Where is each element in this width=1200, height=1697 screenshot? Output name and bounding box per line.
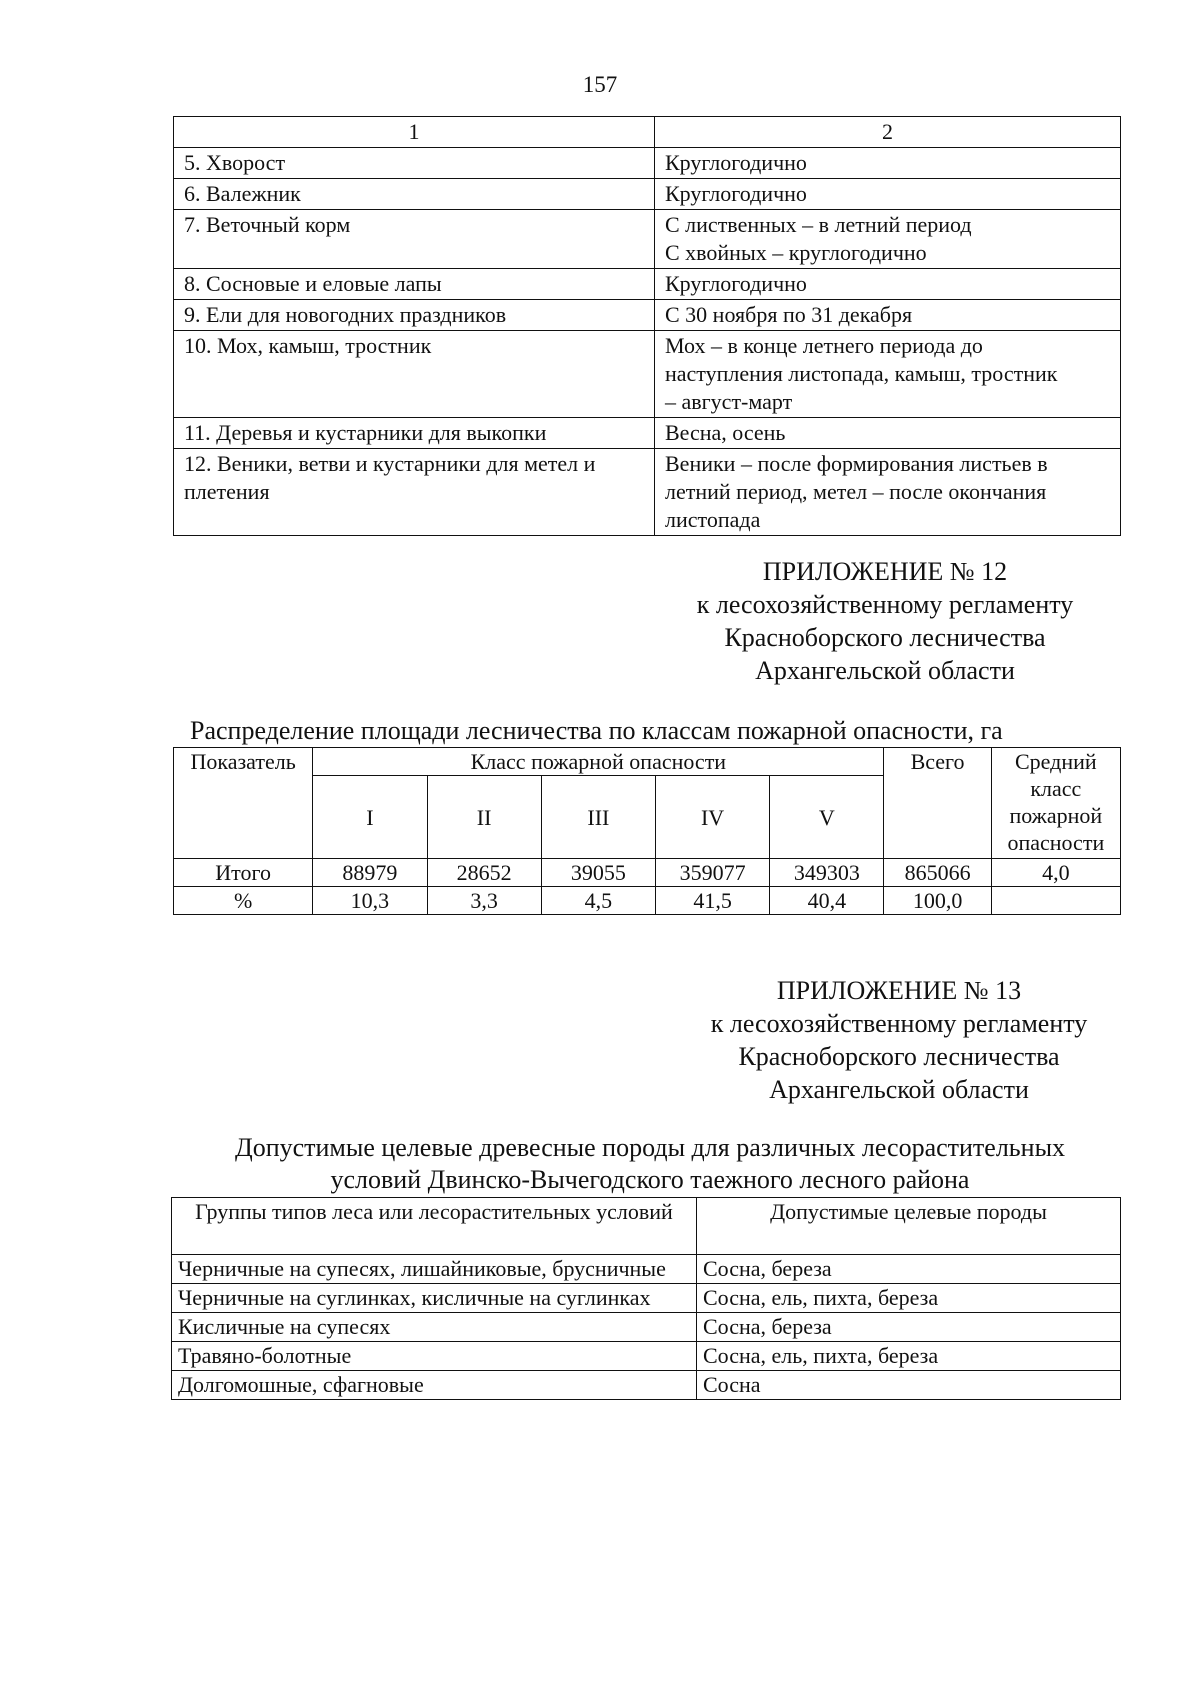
cell-avg: [991, 887, 1120, 915]
appendix-line: Красноборского лесничества: [724, 623, 1046, 652]
column-group-header: Класс пожарной опасности: [313, 748, 884, 776]
harvest-period: Круглогодично: [655, 148, 1121, 179]
table-row: [174, 887, 1121, 915]
resource-name: 8. Сосновые и еловые лапы: [174, 269, 655, 300]
harvest-period: С 30 ноября по 31 декабря: [655, 300, 1121, 331]
column-header: Допустимые целевые породы: [697, 1198, 1121, 1255]
appendix-line: Красноборского лесничества: [738, 1042, 1060, 1071]
resource-name: 12. Веники, ветви и кустарники для метел и плетения: [174, 449, 655, 536]
fire-class-table: [173, 747, 1121, 915]
cell-total: 100,0: [884, 887, 991, 915]
column-header: 2: [655, 117, 1121, 148]
cell-value: 41,5: [655, 887, 769, 915]
table-row: [174, 179, 1121, 210]
cell-value: 4,5: [541, 887, 655, 915]
harvest-period: Веники – после формирования листьев в летний период, метел – после окончания листопада: [655, 449, 1121, 536]
cell-value: 28652: [427, 859, 541, 887]
table-header-row: [174, 117, 1121, 148]
table-row: [172, 1371, 1121, 1400]
resource-name: 6. Валежник: [174, 179, 655, 210]
page-number: 157: [582, 72, 618, 97]
column-header: Всего: [884, 748, 991, 859]
cell-value: 10,3: [313, 887, 427, 915]
table-row: [174, 210, 1121, 269]
cell-value: 359077: [655, 859, 769, 887]
fire-class-table-title: Распределение площади лесничества по классам пожарной опасности, га: [190, 716, 1003, 745]
table-row: [172, 1342, 1121, 1371]
table-row: [174, 418, 1121, 449]
column-header: Средний класс пожарной опасности: [991, 748, 1120, 859]
species-table-title: Допустимые целевые древесные породы для различных лесорастительных условий Двинско-Вычегодского таежного лесного района: [234, 1133, 1066, 1194]
target-species: Сосна, ель, пихта, береза: [697, 1342, 1121, 1371]
column-header: Показатель: [174, 748, 313, 859]
table-row: [174, 859, 1121, 887]
class-header: IV: [655, 776, 769, 859]
harvest-period: С лиственных – в летний период С хвойных – круглогодично: [655, 210, 1121, 269]
class-header: II: [427, 776, 541, 859]
forest-group: Травяно-болотные: [172, 1342, 697, 1371]
row-label: %: [174, 887, 313, 915]
table-row: [172, 1313, 1121, 1342]
column-header: 1: [174, 117, 655, 148]
table-header-row: [172, 1198, 1121, 1255]
appendix-line: Архангельской области: [755, 656, 1015, 685]
harvest-period-table: [173, 116, 1121, 536]
cell-value: 88979: [313, 859, 427, 887]
table-row: [174, 300, 1121, 331]
forest-group: Черничные на супесях, лишайниковые, брусничные: [172, 1255, 697, 1284]
appendix-12-header: [640, 555, 1130, 687]
forest-group: Долгомошные, сфагновые: [172, 1371, 697, 1400]
row-label: Итого: [174, 859, 313, 887]
resource-name: 5. Хворост: [174, 148, 655, 179]
table-row: [172, 1255, 1121, 1284]
harvest-period: Круглогодично: [655, 269, 1121, 300]
table-row: [174, 148, 1121, 179]
table-row: [174, 269, 1121, 300]
appendix-title: ПРИЛОЖЕНИЕ № 13: [776, 976, 1022, 1005]
table-row: [174, 449, 1121, 536]
target-species: Сосна: [697, 1371, 1121, 1400]
appendix-line: к лесохозяйственному регламенту: [696, 590, 1074, 619]
cell-avg: 4,0: [991, 859, 1120, 887]
cell-value: 3,3: [427, 887, 541, 915]
resource-name: 7. Веточный корм: [174, 210, 655, 269]
resource-name: 9. Ели для новогодних праздников: [174, 300, 655, 331]
harvest-period: Круглогодично: [655, 179, 1121, 210]
target-species: Сосна, береза: [697, 1255, 1121, 1284]
appendix-title: ПРИЛОЖЕНИЕ № 12: [762, 557, 1008, 586]
cell-value: 349303: [770, 859, 884, 887]
resource-name: 10. Мох, камыш, тростник: [174, 331, 655, 418]
harvest-period: Весна, осень: [655, 418, 1121, 449]
appendix-line: к лесохозяйственному регламенту: [710, 1009, 1088, 1038]
cell-value: 40,4: [770, 887, 884, 915]
class-header: V: [770, 776, 884, 859]
cell-total: 865066: [884, 859, 991, 887]
table-row: [172, 1284, 1121, 1313]
target-species: Сосна, ель, пихта, береза: [697, 1284, 1121, 1313]
harvest-period: Мох – в конце летнего периода до наступления листопада, камыш, тростник – август-март: [655, 331, 1121, 418]
class-header: III: [541, 776, 655, 859]
appendix-13-header: [654, 974, 1144, 1106]
species-table: [171, 1197, 1121, 1400]
resource-name: 11. Деревья и кустарники для выкопки: [174, 418, 655, 449]
table-row: [174, 331, 1121, 418]
target-species: Сосна, береза: [697, 1313, 1121, 1342]
cell-value: 39055: [541, 859, 655, 887]
forest-group: Черничные на суглинках, кисличные на суглинках: [172, 1284, 697, 1313]
class-header: I: [313, 776, 427, 859]
column-header: Группы типов леса или лесорастительных условий: [172, 1198, 697, 1255]
forest-group: Кисличные на супесях: [172, 1313, 697, 1342]
appendix-line: Архангельской области: [769, 1075, 1029, 1104]
